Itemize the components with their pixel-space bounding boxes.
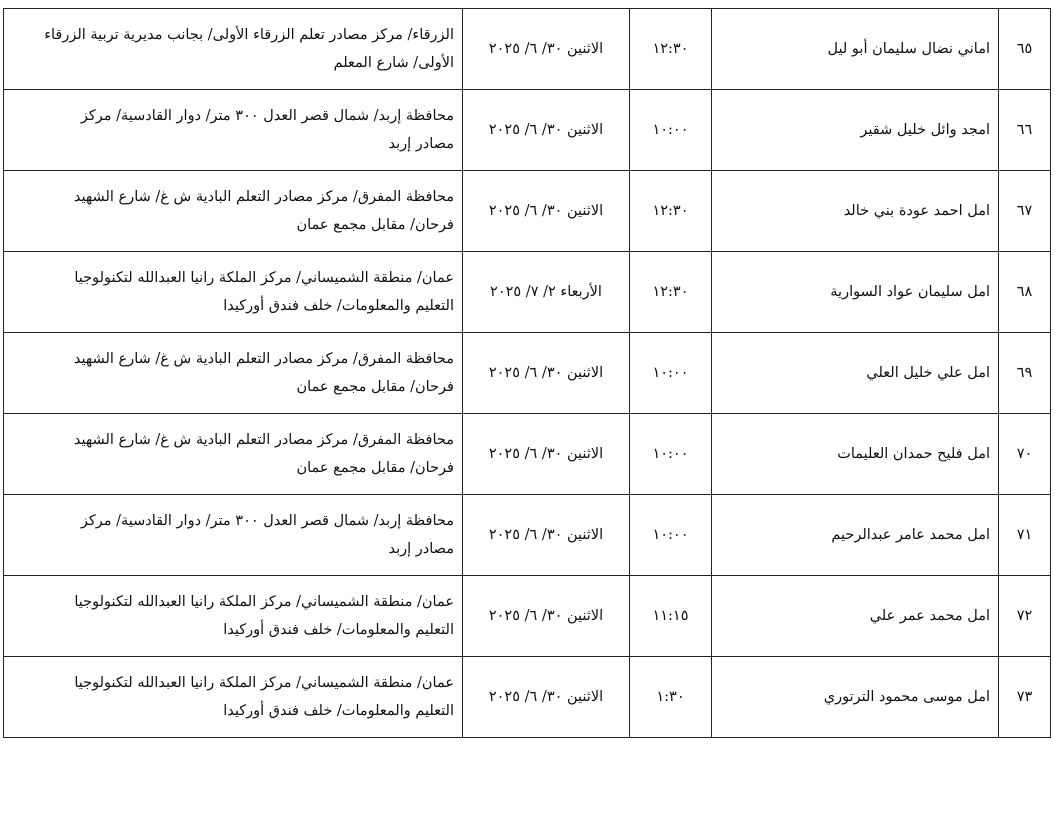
exam-location-cell <box>4 9 463 90</box>
exam-date-cell: الاثنين ٣٠/ ٦/ ٢٠٢٥ <box>463 576 630 657</box>
candidate-schedule-table <box>3 8 1051 738</box>
exam-date-cell: الاثنين ٣٠/ ٦/ ٢٠٢٥ <box>463 657 630 738</box>
exam-location-cell <box>4 90 463 171</box>
exam-location-cell <box>4 576 463 657</box>
table-row <box>4 495 1051 576</box>
location-line: عمان/ منطقة الشميساني/ مركز الملكة رانيا العبدالله لتكنولوجيا <box>74 594 454 610</box>
exam-date-cell: الاثنين ٣٠/ ٦/ ٢٠٢٥ <box>463 171 630 252</box>
exam-time-cell: ١٠:٠٠ <box>630 414 712 495</box>
location-line: محافظة المفرق/ مركز مصادر التعلم البادية ش غ/ شارع الشهيد <box>73 432 454 448</box>
location-line: فرحان/ مقابل مجمع عمان <box>296 460 454 476</box>
row-number-cell: ٦٥ <box>999 9 1051 90</box>
exam-date-cell: الاثنين ٣٠/ ٦/ ٢٠٢٥ <box>463 333 630 414</box>
row-number-cell: ٧٣ <box>999 657 1051 738</box>
location-line: محافظة المفرق/ مركز مصادر التعلم البادية ش غ/ شارع الشهيد <box>73 189 454 205</box>
exam-location-cell <box>4 171 463 252</box>
exam-time-cell: ١٢:٣٠ <box>630 252 712 333</box>
location-line: عمان/ منطقة الشميساني/ مركز الملكة رانيا العبدالله لتكنولوجيا <box>74 270 454 286</box>
exam-location-cell <box>4 333 463 414</box>
candidate-name-cell: امجد وائل خليل شقير <box>712 90 999 171</box>
exam-time-cell: ١١:١٥ <box>630 576 712 657</box>
row-number-cell: ٧٠ <box>999 414 1051 495</box>
candidate-name-cell: امل موسى محمود الترتوري <box>712 657 999 738</box>
candidate-name-cell: امل احمد عودة بني خالد <box>712 171 999 252</box>
candidate-name-cell: امل محمد عامر عبدالرحيم <box>712 495 999 576</box>
table-row <box>4 657 1051 738</box>
exam-time-cell: ١٠:٠٠ <box>630 495 712 576</box>
location-line: عمان/ منطقة الشميساني/ مركز الملكة رانيا العبدالله لتكنولوجيا <box>74 675 454 691</box>
candidate-name-cell: اماني نضال سليمان أبو ليل <box>712 9 999 90</box>
table-row <box>4 576 1051 657</box>
row-number-cell: ٦٩ <box>999 333 1051 414</box>
table-row <box>4 90 1051 171</box>
location-line: محافظة إربد/ شمال قصر العدل ٣٠٠ متر/ دوار القادسية/ مركز <box>80 513 454 529</box>
table-body <box>4 9 1051 738</box>
location-line: التعليم والمعلومات/ خلف فندق أوركيدا <box>223 622 454 638</box>
location-line: فرحان/ مقابل مجمع عمان <box>296 379 454 395</box>
exam-location-cell <box>4 414 463 495</box>
exam-date-cell: الاثنين ٣٠/ ٦/ ٢٠٢٥ <box>463 495 630 576</box>
candidate-name-cell: امل سليمان عواد السوارية <box>712 252 999 333</box>
exam-time-cell: ١٢:٣٠ <box>630 171 712 252</box>
exam-schedule-sheet <box>3 8 1050 741</box>
candidate-name-cell: امل علي خليل العلي <box>712 333 999 414</box>
exam-time-cell: ١٠:٠٠ <box>630 90 712 171</box>
location-line: الأولى/ شارع المعلم <box>333 55 454 71</box>
location-line: التعليم والمعلومات/ خلف فندق أوركيدا <box>223 703 454 719</box>
exam-time-cell: ١:٣٠ <box>630 657 712 738</box>
table-row <box>4 9 1051 90</box>
table-row <box>4 414 1051 495</box>
exam-time-cell: ١٠:٠٠ <box>630 333 712 414</box>
exam-time-cell: ١٢:٣٠ <box>630 9 712 90</box>
location-line: التعليم والمعلومات/ خلف فندق أوركيدا <box>223 298 454 314</box>
row-number-cell: ٦٧ <box>999 171 1051 252</box>
exam-location-cell <box>4 252 463 333</box>
exam-date-cell: الاثنين ٣٠/ ٦/ ٢٠٢٥ <box>463 9 630 90</box>
location-line: الزرقاء/ مركز مصادر تعلم الزرقاء الأولى/ بجانب مديرية تربية الزرقاء <box>44 27 454 43</box>
exam-location-cell <box>4 657 463 738</box>
candidate-name-cell: امل فليح حمدان العليمات <box>712 414 999 495</box>
row-number-cell: ٦٦ <box>999 90 1051 171</box>
exam-location-cell <box>4 495 463 576</box>
exam-date-cell: الأربعاء ٢/ ٧/ ٢٠٢٥ <box>463 252 630 333</box>
location-line: مصادر إربد <box>388 136 454 152</box>
location-line: فرحان/ مقابل مجمع عمان <box>296 217 454 233</box>
location-line: محافظة المفرق/ مركز مصادر التعلم البادية ش غ/ شارع الشهيد <box>73 351 454 367</box>
table-row <box>4 171 1051 252</box>
table-row <box>4 333 1051 414</box>
row-number-cell: ٧٢ <box>999 576 1051 657</box>
candidate-name-cell: امل محمد عمر علي <box>712 576 999 657</box>
row-number-cell: ٧١ <box>999 495 1051 576</box>
exam-date-cell: الاثنين ٣٠/ ٦/ ٢٠٢٥ <box>463 90 630 171</box>
table-row <box>4 252 1051 333</box>
location-line: مصادر إربد <box>388 541 454 557</box>
exam-date-cell: الاثنين ٣٠/ ٦/ ٢٠٢٥ <box>463 414 630 495</box>
row-number-cell: ٦٨ <box>999 252 1051 333</box>
location-line: محافظة إربد/ شمال قصر العدل ٣٠٠ متر/ دوار القادسية/ مركز <box>80 108 454 124</box>
